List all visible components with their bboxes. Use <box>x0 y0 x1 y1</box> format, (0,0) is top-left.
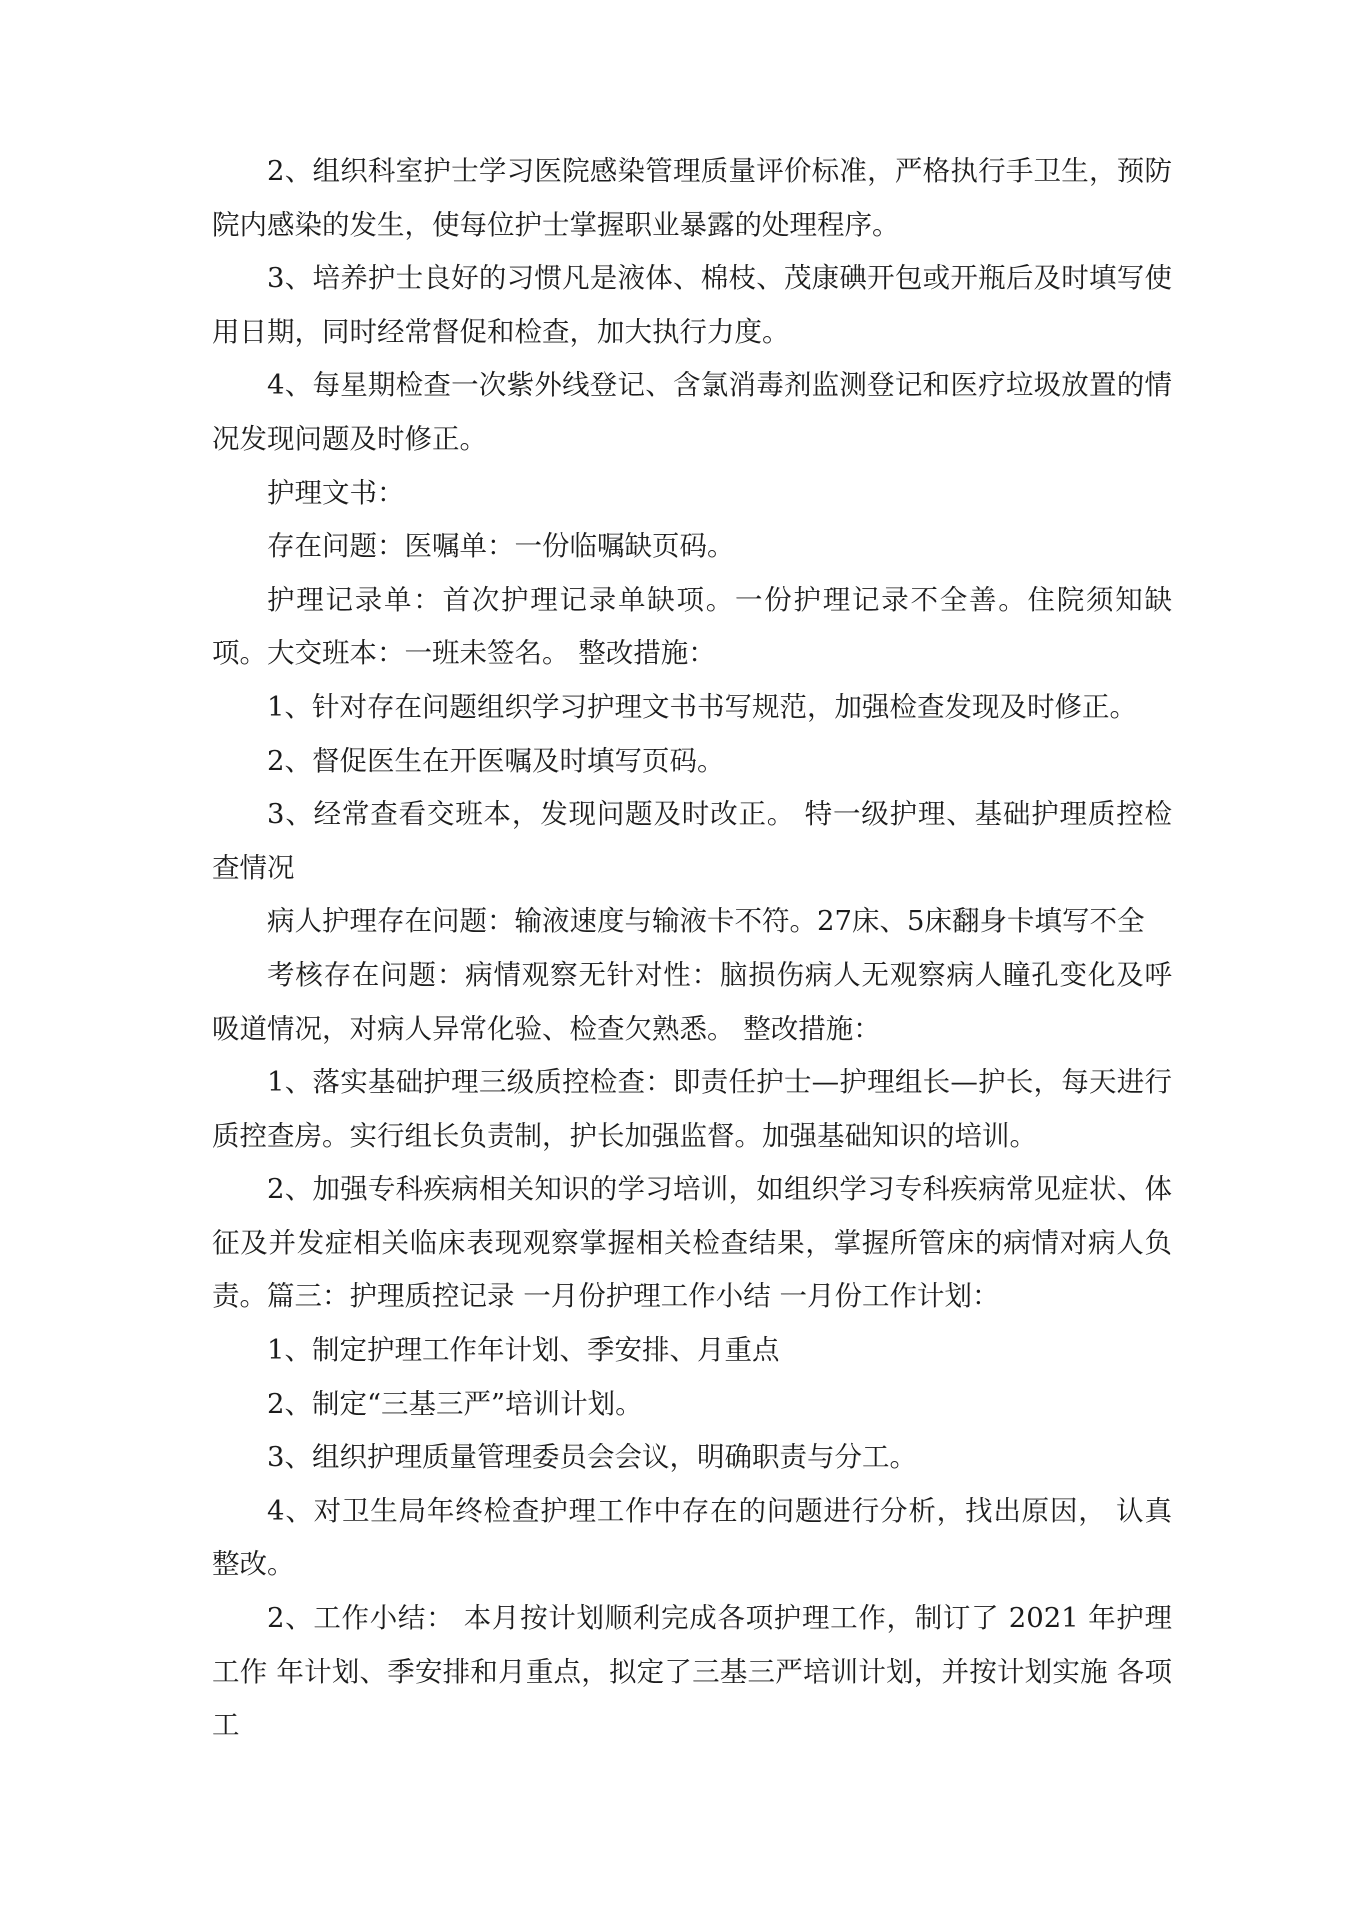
paragraph-habit-training: 3、培养护士良好的习惯凡是液体、棉枝、茂康碘开包或开瓶后及时填写使用日期，同时经常督促和检查，加大执行力度。 <box>212 262 1172 348</box>
paragraph-training-2: 2、加强专科疾病相关知识的学习培训，如组织学习专科疾病常见症状、体征及并发症相关临床表现观察掌握相关检查结果，掌握所管床的病情对病人负责。篇三：护理质控记录 一月份护理工作小结 一月份工作计划： <box>212 1173 1172 1313</box>
document-body <box>212 145 1172 1753</box>
paragraph-work-summary: 2、工作小结： 本月按计划顺利完成各项护理工作，制订了 2021 年护理工作 年计划、季安排和月重点，拟定了三基三严培训计划，并按计划实施 各项工 <box>212 1602 1172 1742</box>
paragraph-plan-1: 1、制定护理工作年计划、季安排、月重点 <box>267 1334 780 1367</box>
paragraph-weekly-check: 4、每星期检查一次紫外线登记、含氯消毒剂监测登记和医疗垃圾放置的情况发现问题及时修正。 <box>212 369 1172 455</box>
paragraph-measure-2: 2、督促医生在开医嘱及时填写页码。 <box>267 744 725 777</box>
paragraph-assessment-issues: 考核存在问题：病情观察无针对性：脑损伤病人无观察病人瞳孔变化及呼吸道情况，对病人异常化验、检查欠熟悉。 整改措施： <box>212 958 1172 1045</box>
paragraph-plan-3: 3、组织护理质量管理委员会会议，明确职责与分工。 <box>267 1441 917 1474</box>
paragraph-measure-3: 3、经常查看交班本，发现问题及时改正。 特一级护理、基础护理质控检查情况 <box>212 798 1172 884</box>
paragraph-plan-4: 4、对卫生局年终检查护理工作中存在的问题进行分析，找出原因， 认真整改。 <box>212 1494 1172 1581</box>
paragraph-quality-control-1: 1、落实基础护理三级质控检查：即责任护士—护理组长—护长，每天进行质控查房。实行组长负责制，护长加强监督。加强基础知识的培训。 <box>212 1066 1172 1152</box>
paragraph-measure-1: 1、针对存在问题组织学习护理文书书写规范，加强检查发现及时修正。 <box>267 690 1137 723</box>
paragraph-patient-care-issues: 病人护理存在问题：输液速度与输液卡不符。27床、5床翻身卡填写不全 <box>267 905 1145 938</box>
paragraph-infection-training: 2、组织科室护士学习医院感染管理质量评价标准，严格执行手卫生，预防院内感染的发生，使每位护士掌握职业暴露的处理程序。 <box>212 155 1172 241</box>
paragraph-problem-order-sheet: 存在问题：医嘱单：一份临嘱缺页码。 <box>267 530 735 563</box>
paragraph-nursing-record-issues: 护理记录单：首次护理记录单缺项。一份护理记录不全善。住院须知缺项。大交班本：一班未签名。 整改措施： <box>212 583 1172 670</box>
section-heading-nursing-documents: 护理文书： <box>267 476 405 509</box>
paragraph-plan-2: 2、制定“三基三严”培训计划。 <box>267 1387 643 1420</box>
